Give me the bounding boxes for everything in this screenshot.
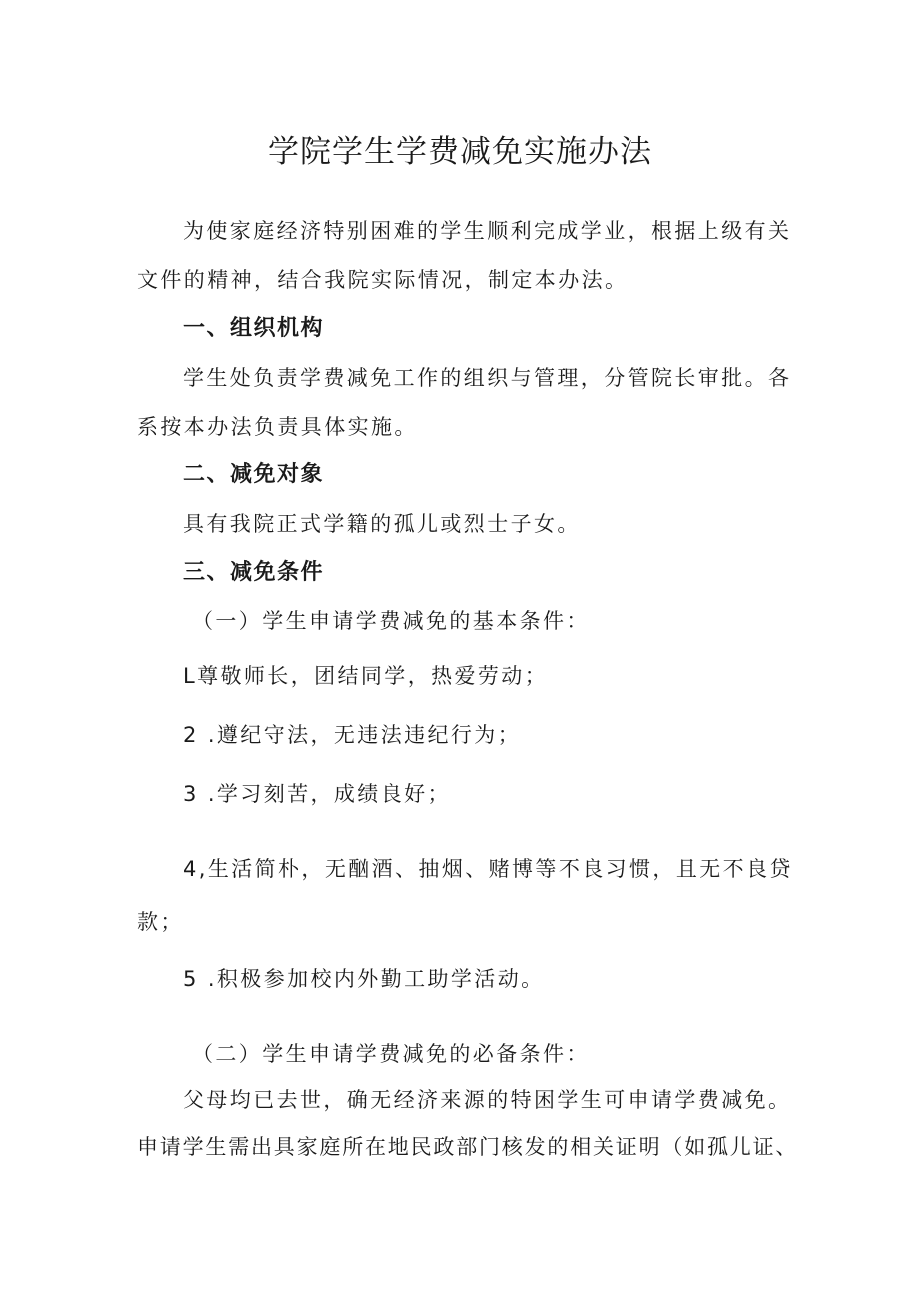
required-line-1: 父母均已去世，确无经济来源的特困学生可申请学费减免。 — [183, 1088, 792, 1112]
section1-line-1: 学生处负责学费减免工作的组织与管理，分管院长审批。各 — [183, 366, 792, 390]
section-heading-target: 二、减免对象 — [183, 462, 325, 487]
condition-item-4-line-2: 款； — [137, 910, 184, 934]
intro-line-1: 为使家庭经济特别困难的学生顺利完成学业，根据上级有关 — [183, 219, 792, 243]
condition-item-5: 5 .积极参加校内外勤工助学活动。 — [183, 967, 545, 991]
document-title: 学院学生学费减免实施办法 — [268, 134, 652, 170]
condition-item-1: L尊敬师长，团结同学，热爱劳动； — [183, 664, 549, 688]
condition-item-2: 2 .遵纪守法，无违法违纪行为； — [183, 723, 522, 747]
section-heading-organization: 一、组织机构 — [183, 316, 325, 341]
intro-line-2: 文件的精神，结合我院实际情况，制定本办法。 — [137, 268, 629, 292]
section-heading-conditions: 三、减免条件 — [183, 560, 325, 585]
condition-item-4-line-1: 4,生活简朴，无酗酒、抽烟、赌博等不良习惯，且无不良贷 — [183, 857, 793, 881]
subsection-required-conditions: （二）学生申请学费减免的必备条件： — [192, 1042, 590, 1066]
condition-item-3: 3 .学习刻苦，成绩良好； — [183, 782, 451, 806]
required-line-2: 申请学生需出具家庭所在地民政部门核发的相关证明（如孤儿证、 — [137, 1135, 799, 1159]
subsection-basic-conditions: （一）学生申请学费减免的基本条件： — [192, 609, 590, 633]
section2-line-1: 具有我院正式学籍的孤儿或烈士子女。 — [183, 512, 581, 536]
section1-line-2: 系按本办法负责具体实施。 — [137, 415, 418, 439]
